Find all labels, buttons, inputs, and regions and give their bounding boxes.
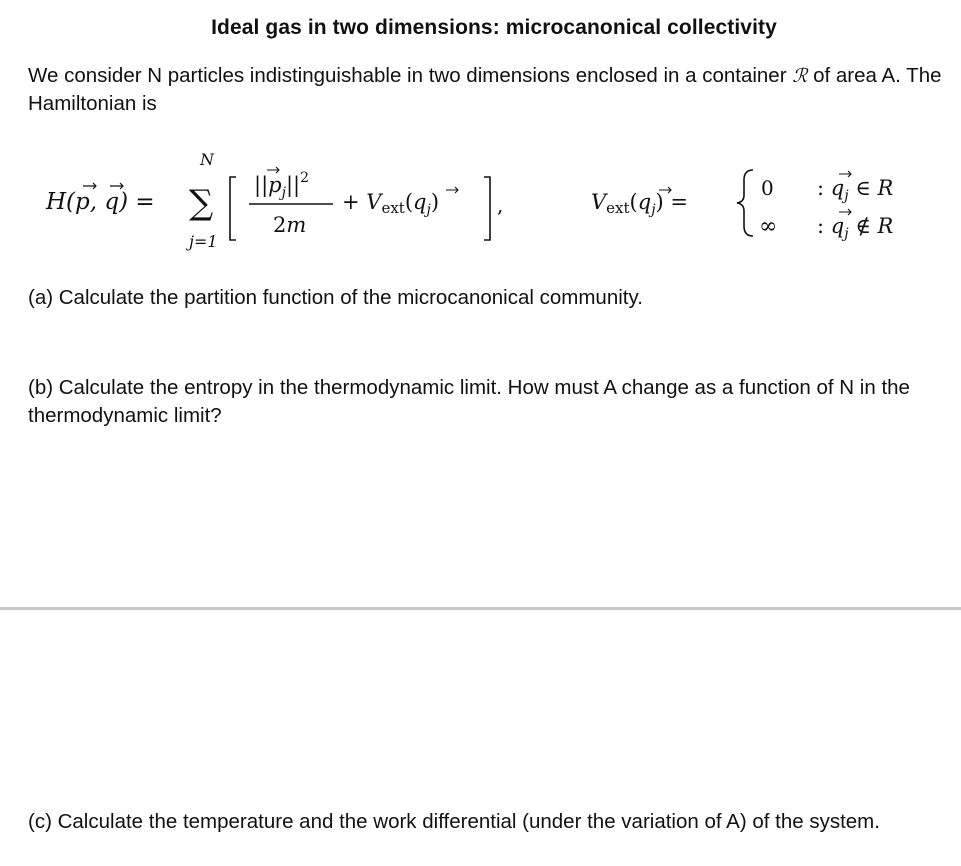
case-1-condition: : $q_j$ ∈ R [817, 176, 894, 204]
case-2-value: ∞ [759, 214, 778, 239]
sum-upper-limit: N [200, 150, 214, 169]
sum-lower-limit: j=1 [189, 232, 218, 251]
potential-lhs: $Vext(q_j)$ = [591, 190, 689, 218]
document-title: Ideal gas in two dimensions: microcanonical collectivity [211, 16, 777, 39]
fraction-numerator: $||p_j||^2$ [254, 170, 310, 201]
region-symbol: ℛ [792, 65, 808, 87]
question-a: (a) Calculate the partition function of the microcanonical community. [28, 286, 643, 309]
fraction-denominator: 2m [273, 213, 307, 237]
vector-arrow-icon [446, 187, 458, 193]
section-divider [0, 607, 961, 610]
question-c: (c) Calculate the temperature and the work differential (under the variation of A) of the system. [28, 810, 880, 833]
plus-potential: + $Vext(q_j)$ [342, 190, 440, 218]
summation-symbol: ∑ [189, 183, 214, 223]
intro-text-after: of area A. The Hamiltonian is [28, 64, 942, 115]
intro-paragraph [28, 62, 948, 118]
left-bracket [230, 177, 236, 240]
curly-brace [737, 170, 753, 236]
hamiltonian-equation [0, 140, 961, 270]
question-b: (b) Calculate the entropy in the thermodynamic limit. How must A change as a function of N in the thermodynamic limit? [28, 376, 910, 427]
case-1-value: 0 [761, 176, 774, 200]
intro-text-before: We consider N particles indistinguishable in two dimensions enclosed in a container [28, 64, 793, 87]
case-2-condition: : $q_j$ ∉ R [817, 214, 894, 242]
comma: , [497, 193, 504, 217]
right-bracket [484, 177, 490, 240]
hamiltonian-lhs: H(p, q) = [46, 189, 155, 215]
